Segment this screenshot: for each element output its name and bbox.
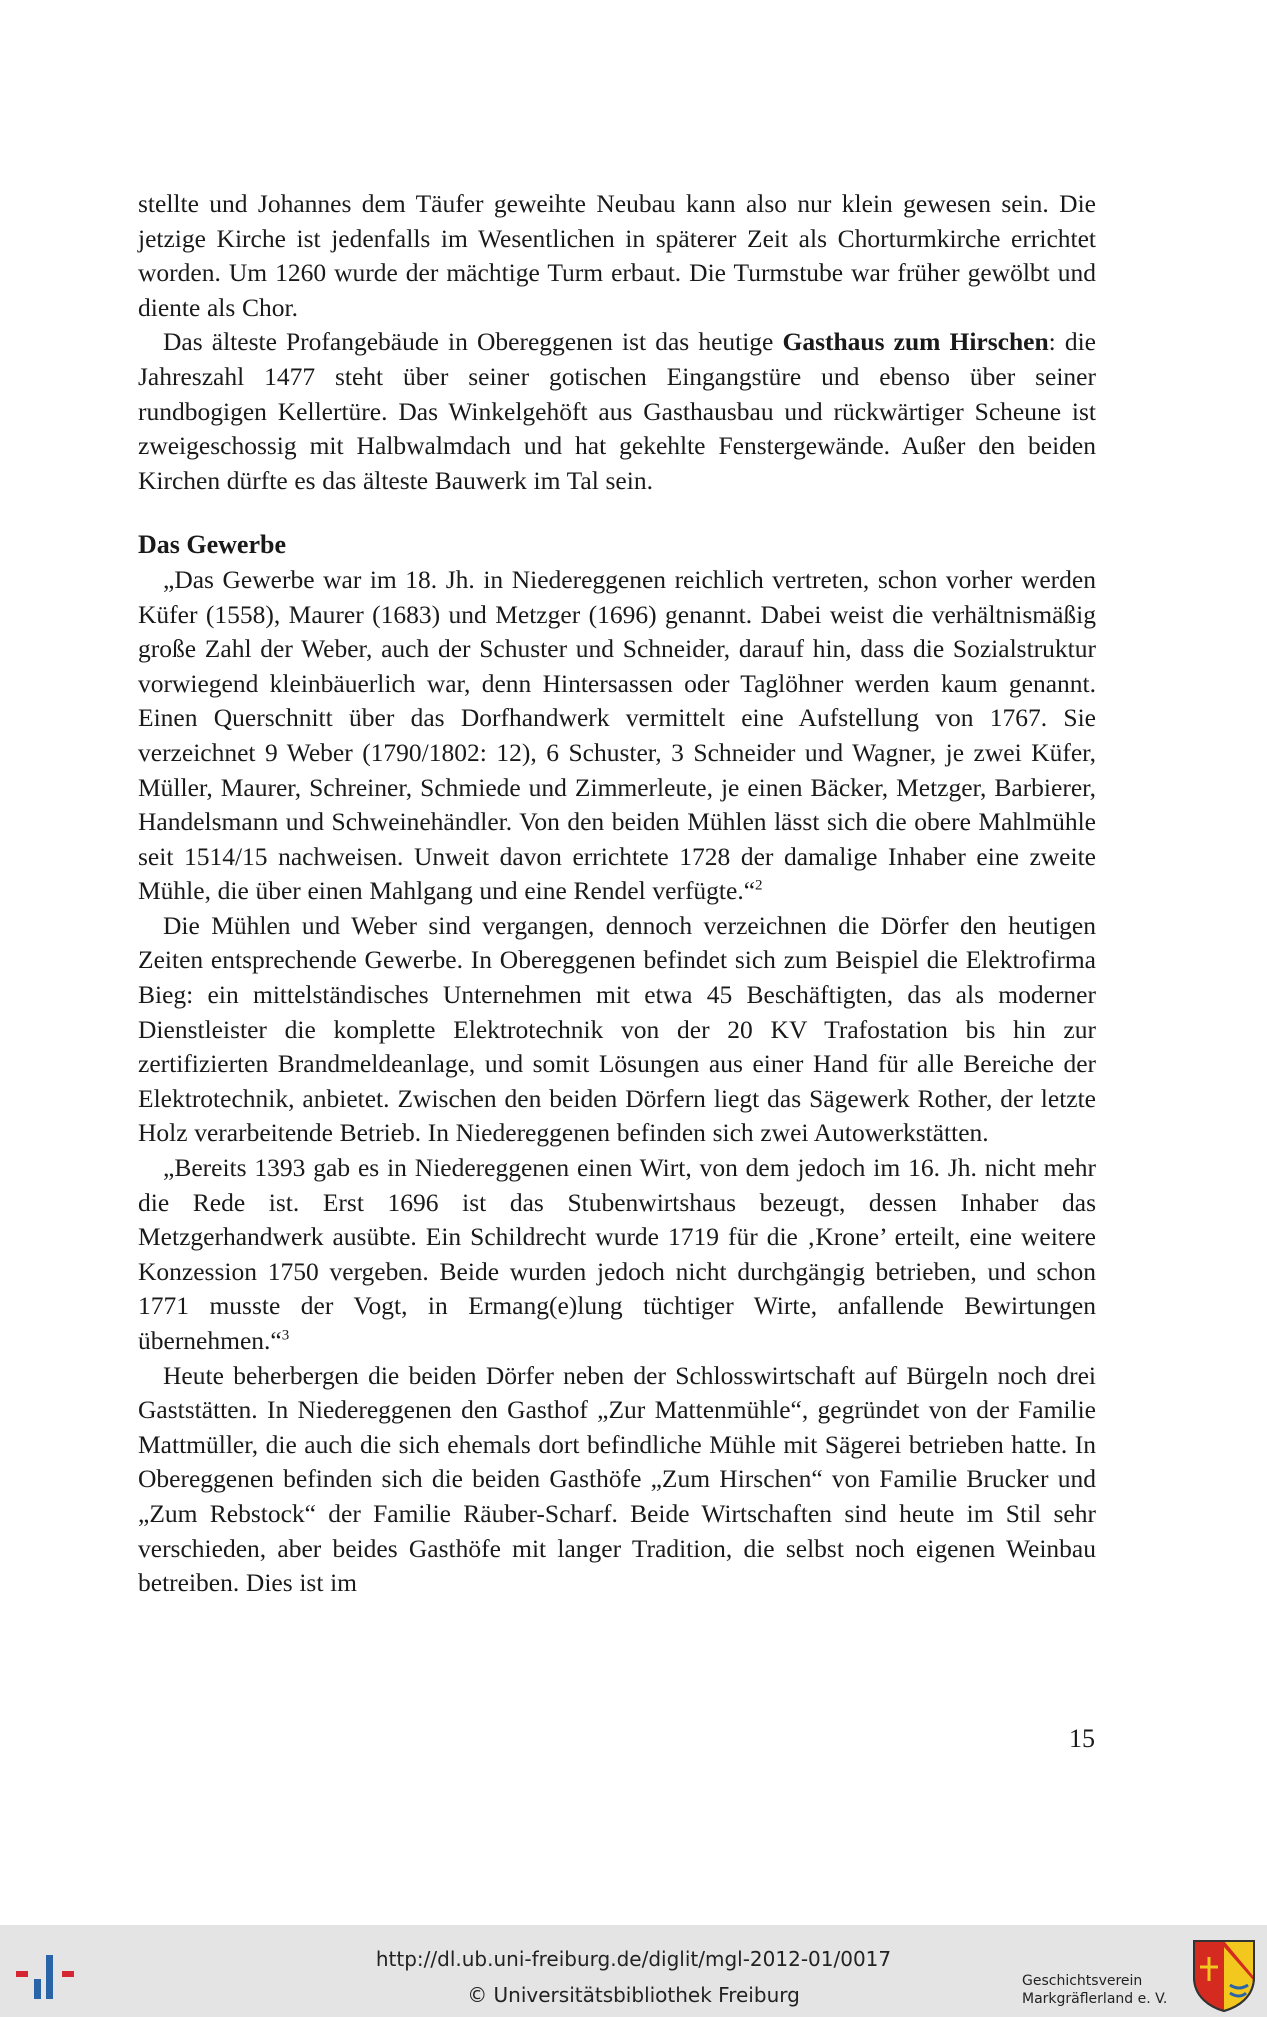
paragraph: Heute beherbergen die beiden Dörfer neben der Schlosswirtschaft auf Bürgeln noch drei Gaststätten. In Niedereggenen den Gasthof „Zur Mattenmühle“, gegründet von der Familie Mattmüller, die auch die sich ehemals dort befindliche Mühle mit Sägerei betrieben hatte. In Obereggenen befinden sich die beiden Gasthöfe „Zum Hirschen“ von Familie Brucker und „Zum Rebstock“ der Familie Räuber-Scharf. Beide Wirtschaften sind heute im Stil sehr verschieden, aber beides Gasthöfe mit langer Tradition, die selbst noch eigenen Weinbau betreiben. Dies ist im [138,1360,1096,1598]
footer-bar [0,1925,1267,2017]
section-heading: Das Gewerbe [138,530,287,560]
paragraph-text: Das älteste Profangebäude in Obereggenen ist das heutige [163,327,783,357]
society-name-line: Markgräflerland e. V. [1022,1991,1168,2007]
footer-copyright: © Universitätsbibliothek Freiburg [467,1983,800,2007]
page-number: 15 [1069,1724,1095,1753]
society-name-line: Geschichtsverein [1022,1973,1143,1989]
paragraph [138,325,1096,498]
footnote-marker: 2 [755,877,763,894]
paragraph: stellte und Johannes dem Täufer geweihte Neubau kann also nur klein gewesen sein. Die jetzige Kirche ist jedenfalls im Wesentlichen in späterer Zeit als Chorturmkirche errichtet worden. Um 1260 wurde der mächtige Turm erbaut. Die Turmstube war früher gewölbt und diente als Chor. [138,189,1096,322]
bold-term: Gasthaus zum Hirschen [782,327,1049,357]
paragraph [138,1151,1096,1359]
paragraph-text: : die Jahreszahl 1477 steht über seiner gotischen Eingangstüre und ebenso über seiner rundbogigen Kellertüre. Das Winkelgehöft aus Gasthausbau und rückwärtiger Scheune ist zweigeschossig mit Halbwalmdach und hat gekehlte Fenstergewände. Außer den beiden Kirchen dürfte es das älteste Bauwerk im Tal sein. [138,327,1097,495]
footer-url-link[interactable]: http://dl.ub.uni-freiburg.de/diglit/mgl-2012-01/0017 [375,1947,892,1971]
coat-of-arms-icon [1190,1937,1258,2013]
society-name [1022,1972,1167,2008]
paragraph [138,563,1096,909]
paragraph-text: „Das Gewerbe war im 18. Jh. in Niedereggenen reichlich vertreten, schon vorher werden Küfer (1558), Maurer (1683) und Metzger (1696) genannt. Dabei weist die verhältnismäßig große Zahl der Weber, auch der Schuster und Schneider, darauf hin, dass die Sozialstruktur vorwiegend kleinbäuerlich war, denn Hintersassen oder Taglöhner werden kaum genannt. Einen Querschnitt über das Dorfhandwerk vermittelt eine Aufstellung von 1767. Sie verzeichnet 9 Weber (1790/1802: 12), 6 Schuster, 3 Schneider und Wagner, je zwei Küfer, Müller, Maurer, Schreiner, Schmiede und Zimmerleute, je einen Bäcker, Metzger, Barbierer, Handelsmann und Schweinehändler. Von den beiden Mühlen lässt sich die obere Mahlmühle seit 1514/15 nachweisen. Unweit davon errichtete 1728 der damalige Inhaber eine zweite Mühle, die über einen Mahlgang und eine Rendel verfügte.“ [138,564,1096,906]
paragraph-text: „Bereits 1393 gab es in Niedereggenen einen Wirt, von dem jedoch im 16. Jh. nicht mehr die Rede ist. Erst 1696 ist das Stubenwirtshaus bezeugt, dessen Inhaber das Metzgerhandwerk ausübte. Ein Schildrecht wurde 1719 für die ‚Krone’ erteilt, eine weitere Konzession 1750 vergeben. Beide wurden jedoch nicht durchgängig betrieben, und schon 1771 musste der Vogt, in Ermang(e)lung tüchtiger Wirte, anfallende Bewirtungen übernehmen.“ [138,1153,1096,1355]
body-text [138,187,1096,1601]
paragraph: Die Mühlen und Weber sind vergangen, dennoch verzeichnen die Dörfer den heutigen Zeiten entsprechende Gewerbe. In Obereggenen befindet sich zum Beispiel die Elektrofirma Bieg: ein mittelständisches Unternehmen mit etwa 45 Beschäftigten, das als moderner Dienstleister die komplette Elektrotechnik von der 20 KV Trafostation bis hin zur zertifizierten Brandmeldeanlage, und somit Lösungen aus einer Hand für alle Bereiche der Elektrotechnik, anbietet. Zwischen den beiden Dörfern liegt das Sägewerk Rother, der letzte Holz verarbeitende Betrieb. In Niedereggenen befinden sich zwei Autowerkstätten. [138,910,1096,1148]
footnote-marker: 3 [281,1327,290,1344]
